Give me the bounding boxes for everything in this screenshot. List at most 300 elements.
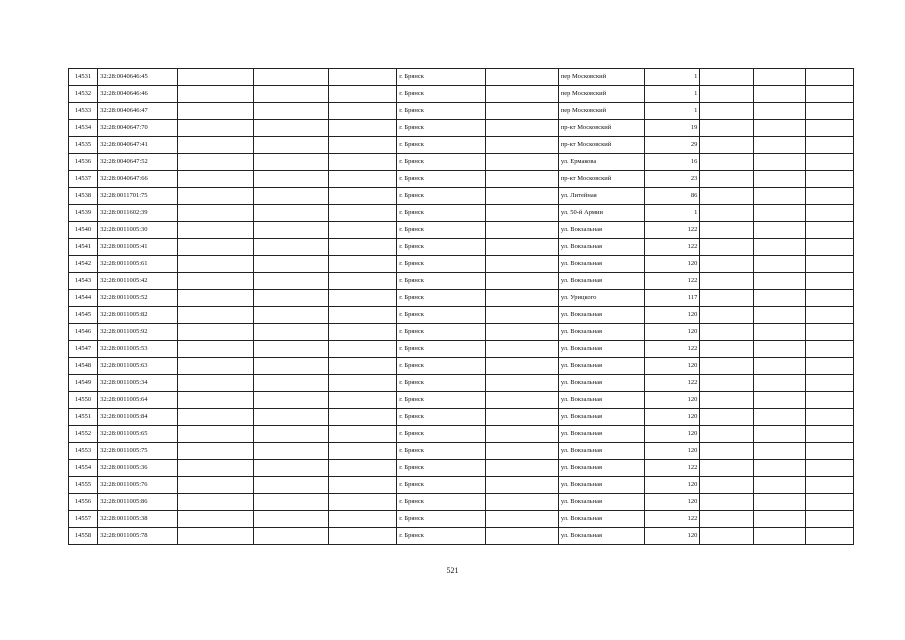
house-number-cell: 1: [645, 69, 700, 86]
empty-cell: [485, 120, 558, 137]
empty-cell: [753, 409, 805, 426]
empty-cell: [753, 171, 805, 188]
house-number-cell: 120: [645, 324, 700, 341]
city-cell: г. Брянск: [397, 256, 485, 273]
empty-cell: [485, 188, 558, 205]
empty-cell: [178, 477, 253, 494]
empty-cell: [805, 222, 853, 239]
street-cell: пр-кт Московский: [558, 171, 644, 188]
empty-cell: [485, 494, 558, 511]
empty-cell: [700, 460, 753, 477]
empty-cell: [700, 409, 753, 426]
street-cell: ул. Вокзальная: [558, 460, 644, 477]
empty-cell: [805, 154, 853, 171]
city-cell: г. Брянск: [397, 222, 485, 239]
empty-cell: [178, 409, 253, 426]
empty-cell: [253, 528, 328, 545]
empty-cell: [753, 358, 805, 375]
empty-cell: [805, 307, 853, 324]
empty-cell: [700, 494, 753, 511]
empty-cell: [805, 239, 853, 256]
table-row: [69, 273, 854, 290]
empty-cell: [753, 273, 805, 290]
street-cell: ул. Вокзальная: [558, 392, 644, 409]
house-number-cell: 1: [645, 205, 700, 222]
row-number-cell: 14555: [69, 477, 98, 494]
empty-cell: [253, 443, 328, 460]
empty-cell: [805, 256, 853, 273]
empty-cell: [485, 528, 558, 545]
empty-cell: [700, 511, 753, 528]
empty-cell: [485, 86, 558, 103]
city-cell: г. Брянск: [397, 443, 485, 460]
empty-cell: [328, 460, 396, 477]
cadastral-number-cell: 32:28:0011005:61: [98, 256, 178, 273]
house-number-cell: 122: [645, 222, 700, 239]
empty-cell: [328, 171, 396, 188]
empty-cell: [753, 205, 805, 222]
empty-cell: [328, 273, 396, 290]
empty-cell: [328, 290, 396, 307]
street-cell: ул. Вокзальная: [558, 239, 644, 256]
empty-cell: [178, 358, 253, 375]
table-row: [69, 103, 854, 120]
empty-cell: [753, 341, 805, 358]
table-row: [69, 69, 854, 86]
city-cell: г. Брянск: [397, 409, 485, 426]
empty-cell: [328, 103, 396, 120]
empty-cell: [753, 256, 805, 273]
city-cell: г. Брянск: [397, 171, 485, 188]
empty-cell: [700, 358, 753, 375]
empty-cell: [253, 426, 328, 443]
empty-cell: [700, 222, 753, 239]
row-number-cell: 14532: [69, 86, 98, 103]
empty-cell: [753, 69, 805, 86]
row-number-cell: 14551: [69, 409, 98, 426]
empty-cell: [253, 137, 328, 154]
table-row: [69, 528, 854, 545]
empty-cell: [485, 171, 558, 188]
empty-cell: [178, 188, 253, 205]
empty-cell: [328, 120, 396, 137]
row-number-cell: 14534: [69, 120, 98, 137]
cadastral-number-cell: 32:28:0011005:64: [98, 392, 178, 409]
empty-cell: [805, 341, 853, 358]
empty-cell: [805, 375, 853, 392]
empty-cell: [178, 273, 253, 290]
empty-cell: [328, 511, 396, 528]
empty-cell: [328, 409, 396, 426]
empty-cell: [805, 188, 853, 205]
empty-cell: [253, 460, 328, 477]
empty-cell: [485, 324, 558, 341]
row-number-cell: 14531: [69, 69, 98, 86]
empty-cell: [178, 494, 253, 511]
empty-cell: [253, 103, 328, 120]
table-row: [69, 239, 854, 256]
empty-cell: [178, 290, 253, 307]
empty-cell: [805, 392, 853, 409]
empty-cell: [253, 358, 328, 375]
empty-cell: [253, 307, 328, 324]
empty-cell: [753, 460, 805, 477]
empty-cell: [753, 120, 805, 137]
empty-cell: [178, 528, 253, 545]
empty-cell: [253, 256, 328, 273]
empty-cell: [753, 188, 805, 205]
empty-cell: [700, 137, 753, 154]
empty-cell: [700, 171, 753, 188]
registry-table: [68, 68, 854, 545]
row-number-cell: 14549: [69, 375, 98, 392]
empty-cell: [253, 375, 328, 392]
city-cell: г. Брянск: [397, 273, 485, 290]
empty-cell: [805, 477, 853, 494]
empty-cell: [253, 69, 328, 86]
empty-cell: [253, 324, 328, 341]
empty-cell: [753, 154, 805, 171]
empty-cell: [805, 273, 853, 290]
empty-cell: [805, 426, 853, 443]
empty-cell: [753, 222, 805, 239]
cadastral-number-cell: 32:28:0011005:30: [98, 222, 178, 239]
street-cell: ул. Вокзальная: [558, 222, 644, 239]
empty-cell: [178, 86, 253, 103]
house-number-cell: 122: [645, 460, 700, 477]
cadastral-number-cell: 32:28:0011005:76: [98, 477, 178, 494]
empty-cell: [753, 375, 805, 392]
street-cell: ул. Вокзальная: [558, 375, 644, 392]
city-cell: г. Брянск: [397, 69, 485, 86]
street-cell: пр-кт Московский: [558, 137, 644, 154]
empty-cell: [805, 494, 853, 511]
city-cell: г. Брянск: [397, 426, 485, 443]
empty-cell: [700, 477, 753, 494]
empty-cell: [700, 443, 753, 460]
empty-cell: [328, 256, 396, 273]
cadastral-number-cell: 32:28:0011005:52: [98, 290, 178, 307]
empty-cell: [178, 341, 253, 358]
empty-cell: [178, 307, 253, 324]
city-cell: г. Брянск: [397, 392, 485, 409]
empty-cell: [805, 103, 853, 120]
house-number-cell: 120: [645, 358, 700, 375]
street-cell: ул. Вокзальная: [558, 426, 644, 443]
cadastral-number-cell: 32:28:0011005:42: [98, 273, 178, 290]
table-row: [69, 256, 854, 273]
empty-cell: [805, 137, 853, 154]
row-number-cell: 14538: [69, 188, 98, 205]
empty-cell: [485, 392, 558, 409]
empty-cell: [178, 137, 253, 154]
empty-cell: [253, 392, 328, 409]
cadastral-number-cell: 32:28:0011005:41: [98, 239, 178, 256]
row-number-cell: 14552: [69, 426, 98, 443]
empty-cell: [328, 188, 396, 205]
row-number-cell: 14544: [69, 290, 98, 307]
street-cell: ул. Вокзальная: [558, 307, 644, 324]
empty-cell: [805, 69, 853, 86]
empty-cell: [805, 290, 853, 307]
row-number-cell: 14545: [69, 307, 98, 324]
empty-cell: [753, 290, 805, 307]
cadastral-number-cell: 32:28:0011602:39: [98, 205, 178, 222]
empty-cell: [485, 511, 558, 528]
table-row: [69, 205, 854, 222]
empty-cell: [328, 358, 396, 375]
empty-cell: [328, 307, 396, 324]
city-cell: г. Брянск: [397, 511, 485, 528]
empty-cell: [485, 256, 558, 273]
empty-cell: [253, 494, 328, 511]
city-cell: г. Брянск: [397, 239, 485, 256]
street-cell: ул. Вокзальная: [558, 528, 644, 545]
city-cell: г. Брянск: [397, 307, 485, 324]
empty-cell: [753, 307, 805, 324]
row-number-cell: 14550: [69, 392, 98, 409]
table-row: [69, 409, 854, 426]
empty-cell: [753, 137, 805, 154]
house-number-cell: 16: [645, 154, 700, 171]
empty-cell: [753, 511, 805, 528]
row-number-cell: 14558: [69, 528, 98, 545]
street-cell: ул. Урицкого: [558, 290, 644, 307]
empty-cell: [700, 324, 753, 341]
empty-cell: [328, 239, 396, 256]
row-number-cell: 14553: [69, 443, 98, 460]
house-number-cell: 122: [645, 239, 700, 256]
empty-cell: [253, 188, 328, 205]
cadastral-number-cell: 32:28:0011005:84: [98, 409, 178, 426]
house-number-cell: 120: [645, 409, 700, 426]
empty-cell: [328, 375, 396, 392]
cadastral-number-cell: 32:28:0011005:92: [98, 324, 178, 341]
street-cell: ул. Вокзальная: [558, 443, 644, 460]
cadastral-number-cell: 32:28:0011005:53: [98, 341, 178, 358]
table-row: [69, 171, 854, 188]
empty-cell: [178, 120, 253, 137]
empty-cell: [805, 358, 853, 375]
house-number-cell: 120: [645, 426, 700, 443]
empty-cell: [805, 324, 853, 341]
empty-cell: [753, 477, 805, 494]
city-cell: г. Брянск: [397, 494, 485, 511]
table-row: [69, 511, 854, 528]
empty-cell: [700, 528, 753, 545]
empty-cell: [700, 273, 753, 290]
empty-cell: [753, 426, 805, 443]
empty-cell: [485, 307, 558, 324]
street-cell: ул. Литейная: [558, 188, 644, 205]
empty-cell: [700, 341, 753, 358]
empty-cell: [328, 69, 396, 86]
table-row: [69, 188, 854, 205]
empty-cell: [805, 511, 853, 528]
row-number-cell: 14557: [69, 511, 98, 528]
empty-cell: [805, 86, 853, 103]
cadastral-number-cell: 32:28:0011005:34: [98, 375, 178, 392]
empty-cell: [485, 358, 558, 375]
empty-cell: [253, 222, 328, 239]
row-number-cell: 14554: [69, 460, 98, 477]
empty-cell: [805, 171, 853, 188]
empty-cell: [253, 341, 328, 358]
table-row: [69, 86, 854, 103]
empty-cell: [328, 137, 396, 154]
cadastral-number-cell: 32:28:0040646:46: [98, 86, 178, 103]
empty-cell: [485, 103, 558, 120]
house-number-cell: 1: [645, 86, 700, 103]
cadastral-number-cell: 32:28:0040646:45: [98, 69, 178, 86]
city-cell: г. Брянск: [397, 188, 485, 205]
empty-cell: [253, 120, 328, 137]
house-number-cell: 122: [645, 511, 700, 528]
empty-cell: [753, 494, 805, 511]
table-row: [69, 307, 854, 324]
row-number-cell: 14547: [69, 341, 98, 358]
empty-cell: [805, 205, 853, 222]
empty-cell: [700, 154, 753, 171]
empty-cell: [178, 392, 253, 409]
city-cell: г. Брянск: [397, 86, 485, 103]
empty-cell: [253, 171, 328, 188]
street-cell: ул. Вокзальная: [558, 341, 644, 358]
street-cell: ул. Ермакова: [558, 154, 644, 171]
house-number-cell: 29: [645, 137, 700, 154]
empty-cell: [178, 375, 253, 392]
empty-cell: [253, 154, 328, 171]
table-row: [69, 460, 854, 477]
cadastral-number-cell: 32:28:0011005:38: [98, 511, 178, 528]
house-number-cell: 117: [645, 290, 700, 307]
street-cell: пер Московский: [558, 69, 644, 86]
empty-cell: [253, 409, 328, 426]
row-number-cell: 14543: [69, 273, 98, 290]
empty-cell: [700, 205, 753, 222]
table-row: [69, 341, 854, 358]
table-row: [69, 392, 854, 409]
empty-cell: [178, 443, 253, 460]
empty-cell: [328, 477, 396, 494]
cadastral-number-cell: 32:28:0040646:47: [98, 103, 178, 120]
row-number-cell: 14548: [69, 358, 98, 375]
empty-cell: [753, 528, 805, 545]
row-number-cell: 14540: [69, 222, 98, 239]
table-row: [69, 290, 854, 307]
cadastral-number-cell: 32:28:0011005:36: [98, 460, 178, 477]
empty-cell: [178, 222, 253, 239]
street-cell: пер Московский: [558, 86, 644, 103]
table-row: [69, 375, 854, 392]
city-cell: г. Брянск: [397, 528, 485, 545]
empty-cell: [253, 205, 328, 222]
empty-cell: [753, 239, 805, 256]
empty-cell: [805, 443, 853, 460]
row-number-cell: 14546: [69, 324, 98, 341]
empty-cell: [328, 443, 396, 460]
cadastral-number-cell: 32:28:0011005:63: [98, 358, 178, 375]
empty-cell: [753, 392, 805, 409]
house-number-cell: 122: [645, 375, 700, 392]
street-cell: ул. Вокзальная: [558, 324, 644, 341]
empty-cell: [253, 239, 328, 256]
empty-cell: [328, 222, 396, 239]
empty-cell: [700, 188, 753, 205]
empty-cell: [485, 375, 558, 392]
empty-cell: [485, 205, 558, 222]
city-cell: г. Брянск: [397, 460, 485, 477]
empty-cell: [253, 86, 328, 103]
house-number-cell: 23: [645, 171, 700, 188]
empty-cell: [700, 290, 753, 307]
empty-cell: [178, 171, 253, 188]
table-row: [69, 426, 854, 443]
row-number-cell: 14542: [69, 256, 98, 273]
empty-cell: [753, 443, 805, 460]
house-number-cell: 120: [645, 256, 700, 273]
empty-cell: [805, 528, 853, 545]
empty-cell: [805, 120, 853, 137]
cadastral-number-cell: 32:28:0040647:52: [98, 154, 178, 171]
empty-cell: [700, 239, 753, 256]
empty-cell: [253, 477, 328, 494]
empty-cell: [328, 392, 396, 409]
empty-cell: [253, 290, 328, 307]
empty-cell: [485, 239, 558, 256]
empty-cell: [178, 426, 253, 443]
empty-cell: [753, 324, 805, 341]
table-row: [69, 154, 854, 171]
table-row: [69, 137, 854, 154]
cadastral-number-cell: 32:28:0011005:65: [98, 426, 178, 443]
house-number-cell: 120: [645, 528, 700, 545]
empty-cell: [485, 69, 558, 86]
empty-cell: [700, 86, 753, 103]
empty-cell: [485, 154, 558, 171]
table-row: [69, 477, 854, 494]
table-row: [69, 494, 854, 511]
street-cell: ул. 50-й Армии: [558, 205, 644, 222]
city-cell: г. Брянск: [397, 290, 485, 307]
street-cell: ул. Вокзальная: [558, 494, 644, 511]
table-row: [69, 222, 854, 239]
empty-cell: [700, 392, 753, 409]
house-number-cell: 120: [645, 392, 700, 409]
empty-cell: [485, 409, 558, 426]
empty-cell: [328, 494, 396, 511]
empty-cell: [328, 86, 396, 103]
empty-cell: [178, 324, 253, 341]
empty-cell: [485, 477, 558, 494]
house-number-cell: 19: [645, 120, 700, 137]
house-number-cell: 120: [645, 494, 700, 511]
row-number-cell: 14541: [69, 239, 98, 256]
house-number-cell: 120: [645, 443, 700, 460]
empty-cell: [485, 222, 558, 239]
empty-cell: [700, 375, 753, 392]
empty-cell: [328, 205, 396, 222]
empty-cell: [700, 103, 753, 120]
city-cell: г. Брянск: [397, 154, 485, 171]
empty-cell: [178, 460, 253, 477]
page-number: 521: [446, 566, 459, 575]
cadastral-number-cell: 32:28:0011005:78: [98, 528, 178, 545]
house-number-cell: 86: [645, 188, 700, 205]
empty-cell: [328, 341, 396, 358]
row-number-cell: 14536: [69, 154, 98, 171]
cadastral-number-cell: 32:28:0011005:75: [98, 443, 178, 460]
